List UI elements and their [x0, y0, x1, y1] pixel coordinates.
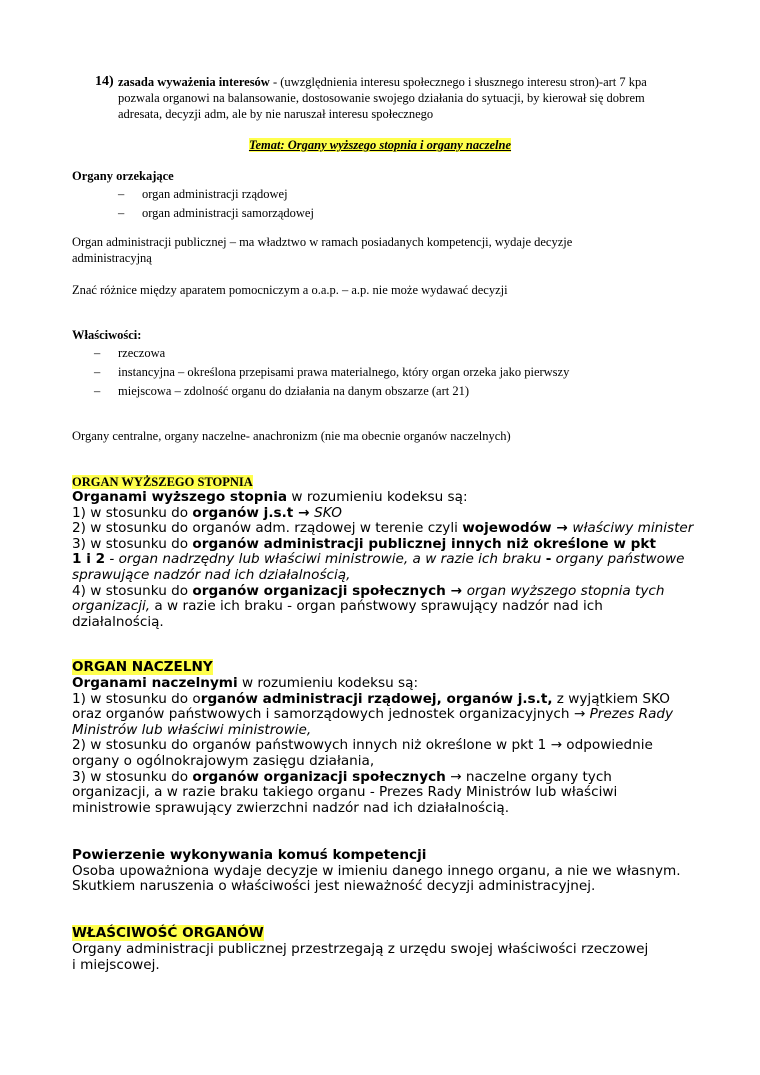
organ-naczelny-body [72, 676, 742, 816]
organ-naczelny-p3-cont: organizacji, a w razie braku takiego organu - Prezes Rady Ministrów lub właściwi [72, 784, 618, 801]
item-14 [95, 74, 735, 122]
item-14-line2: pozwala organowi na balansowanie, dostosowanie swojego działania do sytuacji, by kierował się dobrem [118, 91, 645, 105]
organ-wyzszego-p2: 2) w stosunku do organów adm. rządowej w terenie czyli wojewodów → właściwy minister [72, 520, 694, 537]
organ-wyzszego-p4-cont: organizacji, a w razie ich braku - organ państwowy sprawujący nadzór nad ich [72, 598, 603, 615]
item-14-line1: - (uwzględnienia interesu społecznego i słusznego interesu stron)-art 7 kpa [269, 75, 647, 89]
organ-wyzszego-p3-end: sprawujące nadzór nad ich działalnością, [72, 566, 351, 583]
organ-naczelny-p1: 1) w stosunku do organów administracji rządowej, organów j.s.t, z wyjątkiem SKO [72, 690, 670, 707]
list-item: – miejscowa – zdolność organu do działania na danym obszarze (art 21) [94, 384, 470, 398]
wlasciwosci [72, 327, 712, 399]
powierzenie [72, 848, 742, 895]
list-item: – organ administracji samorządowej [118, 206, 314, 220]
item-14-title: zasada wyważenia interesów [118, 75, 270, 89]
list-item: – organ administracji rządowej [118, 187, 288, 201]
powierzenie-line1: Osoba upoważniona wydaje decyzje w imieniu danego innego organu, a nie we własnym. [72, 862, 681, 879]
organ-naczelny-p1-cont: oraz organów państwowych i samorządowych jednostek organizacyjnych → Prezes Rady [72, 706, 674, 723]
powierzenie-heading: Powierzenie wykonywania komuś kompetencji [72, 847, 427, 863]
roznice-paragraph: Znać różnice między aparatem pomocniczym a o.a.p. – a.p. nie może wydawać decyzji [72, 283, 508, 297]
wlasciwosci-heading: Właściwości: [72, 328, 142, 342]
organ-wyzszego-body [72, 490, 742, 630]
list-item: – instancyjna – określona przepisami prawa materialnego, który organ orzeka jako pierwszy [94, 365, 570, 379]
centralne-paragraph: Organy centralne, organy naczelne- anachronizm (nie ma obecnie organów naczelnych) [72, 429, 511, 443]
organ-wyzszego-heading: ORGAN WYŻSZEGO STOPNIA [72, 475, 253, 489]
organ-naczelny-heading: ORGAN NACZELNY [72, 659, 213, 675]
organy-orzekajace-heading: Organy orzekające [72, 169, 174, 183]
organ-admin-line1: Organ administracji publicznej – ma władztwo w ramach posiadanych kompetencji, wydaje decyzje [72, 235, 573, 249]
wlasciwosc-organow-line2: i miejscowej. [72, 956, 160, 973]
organ-admin-paragraph [72, 234, 712, 266]
organy-orzekajace [72, 168, 712, 221]
organ-naczelny-p3: 3) w stosunku do organów organizacji społecznych → naczelne organy tych [72, 768, 612, 785]
item-14-line3: adresata, decyzji adm, ale by nie naruszał interesu społecznego [118, 107, 434, 121]
powierzenie-line2: Skutkiem naruszenia o właściwości jest nieważność decyzji administracyjnej. [72, 878, 596, 895]
topic-line [0, 137, 760, 153]
organ-naczelny-intro: Organami naczelnymi w rozumieniu kodeksu są: [72, 675, 419, 691]
wlasciwosc-organow-heading: WŁAŚCIWOŚĆ ORGANÓW [72, 925, 264, 941]
wlasciwosc-organow-line1: Organy administracji publicznej przestrzegają z urzędu swojej właściwości rzeczowej [72, 941, 649, 957]
organ-naczelny-p3-end: ministrowie sprawujący zwierzchni nadzór nad ich działalnością. [72, 799, 510, 816]
organ-admin-line2: administracyjną [72, 251, 152, 265]
organ-naczelny-p1-end: Ministrów lub właściwi ministrowie, [72, 721, 312, 738]
list-item: – rzeczowa [94, 346, 166, 360]
organ-wyzszego-p4-end: działalnością. [72, 613, 164, 630]
organ-wyzszego-p1: 1) w stosunku do organów j.s.t → SKO [72, 504, 343, 521]
wlasciwosc-organow-body [72, 942, 742, 973]
item-number: 14) [95, 74, 114, 89]
organ-wyzszego-p3: 3) w stosunku do organów administracji publicznej innych niż określone w pkt [72, 535, 656, 552]
organ-wyzszego-p3-cont: 1 i 2 - organ nadrzędny lub właściwi ministrowie, a w razie ich braku - organy państwowe [72, 551, 685, 568]
organ-naczelny-p2: 2) w stosunku do organów państwowych innych niż określone w pkt 1 → odpowiednie [72, 737, 653, 754]
organ-naczelny-p2-cont: organy o ogólnokrajowym zasięgu działania, [72, 752, 375, 769]
topic-title: Temat: Organy wyższego stopnia i organy naczelne [248, 138, 512, 152]
organ-wyzszego-p4: 4) w stosunku do organów organizacji społecznych → organ wyższego stopnia tych [72, 582, 665, 599]
organ-wyzszego-intro: Organami wyższego stopnia w rozumieniu kodeksu są: [72, 489, 468, 505]
